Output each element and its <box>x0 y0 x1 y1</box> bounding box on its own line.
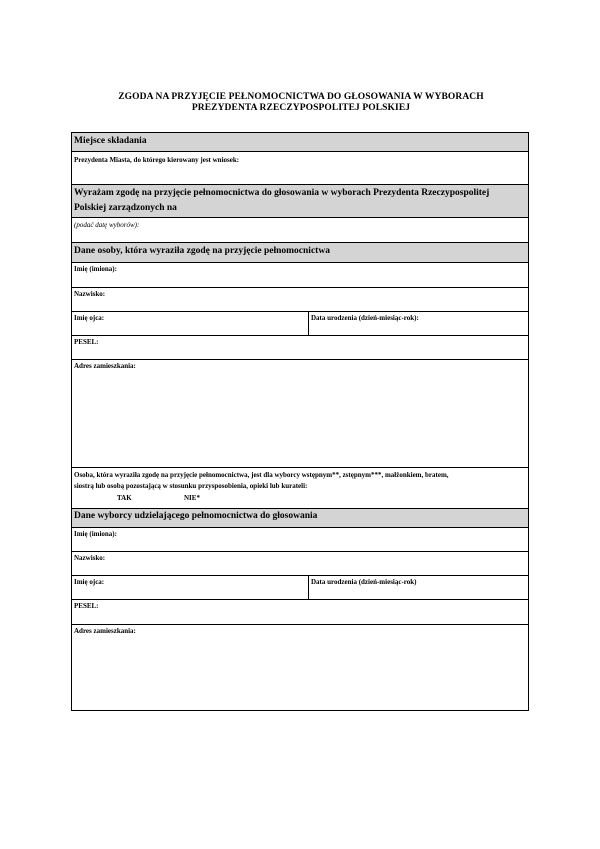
relation-statement <box>72 468 528 508</box>
voter-first-names-label: Imię (imiona): <box>74 530 117 538</box>
proxy-surname-label: Nazwisko: <box>74 290 106 298</box>
section-place-title: Miejsce składania <box>74 136 147 146</box>
proxy-father-name-label: Imię ojca: <box>74 314 105 322</box>
proxy-father-birth-row <box>72 312 528 336</box>
divider <box>308 576 309 600</box>
voter-surname-field[interactable] <box>72 552 528 576</box>
section-consent-title-line2: Polskiej zarządzonych na <box>74 203 177 213</box>
voter-father-birth-row <box>72 576 528 600</box>
proxy-first-names-field[interactable] <box>72 263 528 288</box>
voter-address-field[interactable] <box>72 625 528 710</box>
proxy-address-field[interactable] <box>72 360 528 468</box>
relation-text <box>74 470 526 492</box>
form-title <box>72 92 530 114</box>
section-voter-header <box>72 508 528 528</box>
proxy-first-names-label: Imię (imiona): <box>74 265 117 273</box>
voter-birth-date-label: Data urodzenia (dzień-miesiąc-rok) <box>311 578 417 586</box>
proxy-birth-date-label: Data urodzenia (dzień-miesiąc-rok): <box>311 314 419 322</box>
election-date-hint: (podać datę wyborów): <box>74 221 140 229</box>
election-date-field[interactable] <box>72 218 528 243</box>
section-consent-header <box>72 185 528 218</box>
form-title-line1: ZGODA NA PRZYJĘCIE PEŁNOMOCNICTWA DO GŁOSOWANIA W WYBORACH <box>118 92 484 102</box>
section-consent-title-line1: Wyrażam zgodę na przyjęcie pełnomocnictwa do głosowania w wyborach Prezydenta Rzeczypospolitej <box>74 188 490 198</box>
office-field[interactable] <box>72 152 528 185</box>
consent-form <box>71 132 529 711</box>
voter-first-names-field[interactable] <box>72 528 528 552</box>
section-place-header <box>72 133 528 152</box>
section-proxy-header <box>72 243 528 263</box>
relation-text-line1: Osoba, która wyraziła zgodę na przyjęcie pełnomocnictwa, jest dla wyborcy wstępnym**, zstępnym***, małżonkiem, bratem, <box>74 471 449 479</box>
voter-father-name-label: Imię ojca: <box>74 578 105 586</box>
form-title-line2: PREZYDENTA RZECZYPOSPOLITEJ POLSKIEJ <box>191 103 411 113</box>
voter-pesel-label: PESEL: <box>74 602 99 610</box>
voter-pesel-field[interactable] <box>72 600 528 625</box>
section-proxy-title: Dane osoby, która wyraziła zgodę na przyjęcie pełnomocnictwa <box>74 246 330 256</box>
proxy-address-label: Adres zamieszkania: <box>74 362 136 370</box>
office-field-label: Prezydenta Miasta, do którego kierowany jest wniosek: <box>74 156 240 164</box>
relation-text-line2: siostrą lub osobą pozostającą w stosunku przysposobienia, opieki lub kurateli: <box>74 482 308 490</box>
relation-no-option[interactable]: NIE* <box>184 494 200 502</box>
proxy-surname-field[interactable] <box>72 288 528 312</box>
section-voter-title: Dane wyborcy udzielającego pełnomocnictwa do głosowania <box>74 511 318 521</box>
voter-surname-label: Nazwisko: <box>74 554 106 562</box>
divider <box>308 312 309 336</box>
relation-yes-option[interactable]: TAK <box>117 494 132 502</box>
proxy-pesel-label: PESEL: <box>74 338 99 346</box>
voter-address-label: Adres zamieszkania: <box>74 627 136 635</box>
proxy-pesel-field[interactable] <box>72 336 528 360</box>
